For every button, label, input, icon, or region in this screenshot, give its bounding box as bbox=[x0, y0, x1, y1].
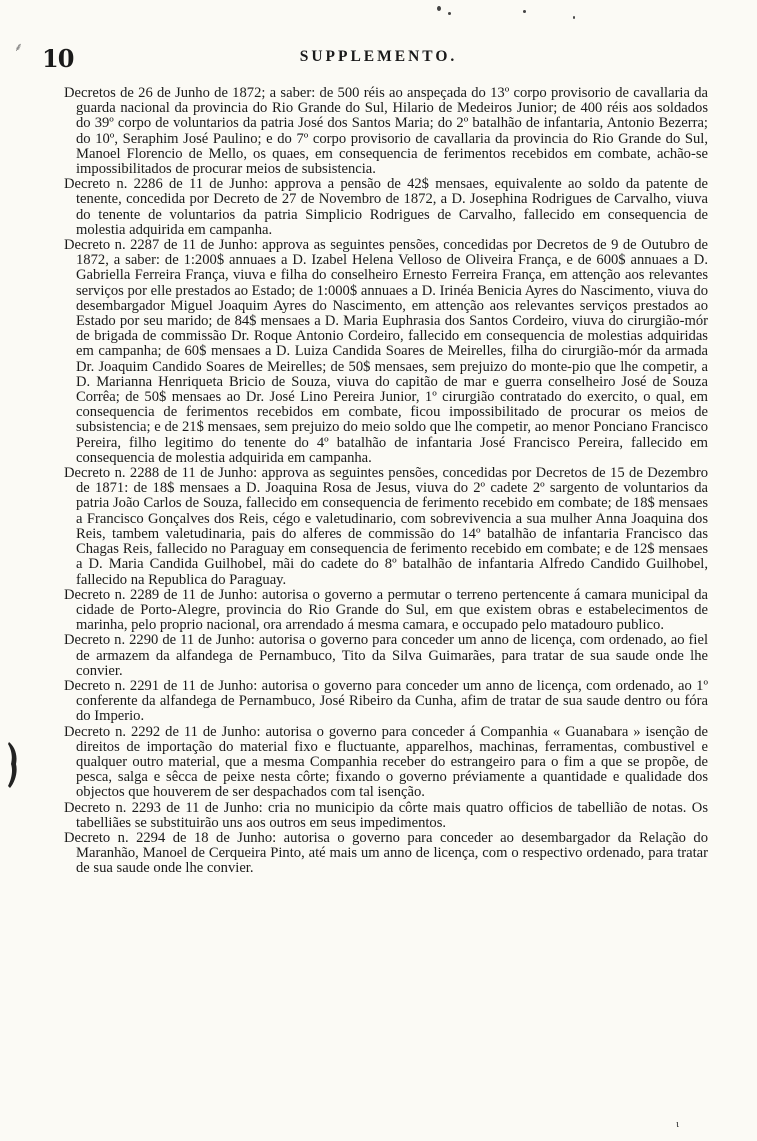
entry-paragraph: Decreto n. 2290 de 11 de Junho: autorisa o governo para conceder um anno de licença, com ordenado, ao fiel de armazem da alfandega de Pernambuco, Tito da Silva Guimarães, para tratar de sua saude onde lhe convier. bbox=[64, 632, 708, 679]
entry-paragraph: Decreto n. 2288 de 11 de Junho: approva as seguintes pensões, concedidas por Decretos de 15 de Dezembro de 1871: de 18$ mensaes a D. Joaquina Rosa de Jesus, viuva do 2º cadete 2º sargento de voluntarios da patria João Carlos de Souza, fallecido em consequencia de ferimento recebido em combate; de 18$ mensaes a Francisco Gonçalves dos Reis, cégo e valetudinario, com sobrevivencia a sua mulher Anna Joaquina dos Reis, tambem valetudinaria, pais do alferes de commissão do 14º batalhão de infantaria Francisco das Chagas Reis, fallecido no Paraguay em consequencia de ferimento recebido em combate; e de 12$ mensaes a D. Maria Candida Guilhobel, mãi do cadete do 8º batalhão de infantaria Alfredo Candido Guilhobel, fallecido na Republica do Paraguay. bbox=[64, 465, 708, 588]
entry-paragraph: Decreto n. 2286 de 11 de Junho: approva a pensão de 42$ mensaes, equivalente ao soldo da patente de tenente, concedida por Decreto de 27 de Novembro de 1872, a D. Josephina Rodrigues de Carvalho, viuva do tenente de voluntarios da patria Simplicio Rodrigues de Carvalho, fallecido em consequencia de molestia adquirida em campanha. bbox=[64, 176, 708, 238]
page-number: 10 bbox=[42, 44, 74, 73]
body-text bbox=[64, 86, 708, 877]
print-speck bbox=[448, 12, 451, 15]
print-speck bbox=[573, 16, 575, 19]
entry-paragraph: Decreto n. 2287 de 11 de Junho: approva as seguintes pensões, concedidas por Decretos de 9 de Outubro de 1872, a saber: de 1:200$ annuaes a D. Izabel Helena Velloso de Oliveira França, e de 600$ annuaes a D. Gabriella Ferreira França, viuva e filha do conselheiro Ernesto Ferreira França, em attenção aos relevantes serviços por elle prestados ao Estado; de 1:000$ annuaes a D. Irinéa Benicia Ayres do Nascimento, viuva do desembargador Miguel Joaquim Ayres do Nascimento, em attenção aos relevantes serviços prestados ao Estado por seu marido; de 84$ mensaes a D. Maria Euphrasia dos Santos Cordeiro, viuva do cirurgião-mór de brigada de commissão Dr. Roque Antonio Cordeiro, fallecido em consequencia de molestias adquiridas em campanha; de 60$ mensaes a D. Luiza Candida Soares de Meirelles, filha do cirurgião-mór da armada Dr. Joaquim Candido Soares de Meirelles; de 50$ mensaes, sem prejuizo do monte-pio que lhe competir, a D. Marianna Henriqueta Bricio de Souza, viuva do capitão de mar e guerra conselheiro José de Souza Corrêa; de 50$ mensaes ao Dr. José Lino Pereira Junior, 1º cirurgião contratado do exercito, o qual, em consequencia de ferimentos recebidos em combate, ficou impossibilitado de procurar os meios de subsistencia; e de 21$ mensaes, sem prejuizo do meio soldo que lhe competir, ao menor Ponciano Francisco Pereira, filho legitimo do tenente do 4º batalhão de infantaria José Francisco Pereira, fallecido em consequencia de molestia adquirida em campanha. bbox=[64, 237, 708, 466]
binding-mark bbox=[6, 740, 20, 790]
corner-mark: ⸙ bbox=[14, 40, 24, 54]
entry-paragraph: Decretos de 26 de Junho de 1872; a saber: de 500 réis ao anspeçada do 13º corpo provisorio de cavallaria da guarda nacional da provincia do Rio Grande do Sul, Hilario de Medeiros Junior; de 400 réis aos soldados do 39º corpo de voluntarios da patria José dos Santos Maria; do 2º batalhão de infantaria, Antonio Bezerra; do 10º, Seraphim José Paulino; e do 7º corpo provisorio de cavallaria da provincia do Rio Grande do Sul, Manoel Florencio de Mello, os quaes, em consequencia de ferimentos recebidos em combate, achão-se impossibilitados de procurar meios de subsistencia. bbox=[64, 85, 708, 178]
entry-paragraph: Decreto n. 2291 de 11 de Junho: autorisa o governo para conceder um anno de licença, com ordenado, ao 1º conferente da alfandega de Pernambuco, José Ribeiro da Cunha, afim de tratar de sua saude dentro ou fóra do Imperio. bbox=[64, 677, 708, 725]
entry-paragraph: Decreto n. 2292 de 11 de Junho: autorisa o governo para conceder á Companhia « Guanabara » isenção de direitos de importação do material fixo e fluctuante, apparelhos, machinas, ferramentas, combustivel e qualquer outro material, que a mesma Companhia receber do estrangeiro para o fim a que se propõe, de pesca, salga e sêcca de peixe nesta côrte; fixando o governo préviamente a quantidade e qualidade dos objectos que houverem de ser despachados com tal isenção. bbox=[64, 723, 708, 801]
print-speck bbox=[437, 6, 441, 11]
entry-paragraph: Decreto n. 2293 de 11 de Junho: cria no municipio da côrte mais quatro officios de tabellião de notas. Os tabelliães se substituirão uns aos outros em seus impedimentos. bbox=[64, 799, 708, 831]
entry-paragraph: Decreto n. 2294 de 18 de Junho: autorisa o governo para conceder ao desembargador da Relação do Maranhão, Manoel de Cerqueira Pinto, até mais um anno de licença, com o respectivo ordenado, para tratar de sua saude onde lhe convier. bbox=[64, 829, 708, 877]
tail-mark: ι bbox=[676, 1118, 679, 1130]
running-title: SUPPLEMENTO. bbox=[299, 48, 458, 65]
entry-paragraph: Decreto n. 2289 de 11 de Junho: autorisa o governo a permutar o terreno pertencente á camara municipal da cidade de Porto-Alegre, provincia do Rio Grande do Sul, em que existem obras e estabelecimentos de marinha, pelo proprio nacional, ora arrendado á mesma camara, e occupado pelo matadouro publico. bbox=[64, 586, 708, 634]
print-speck bbox=[523, 10, 526, 13]
